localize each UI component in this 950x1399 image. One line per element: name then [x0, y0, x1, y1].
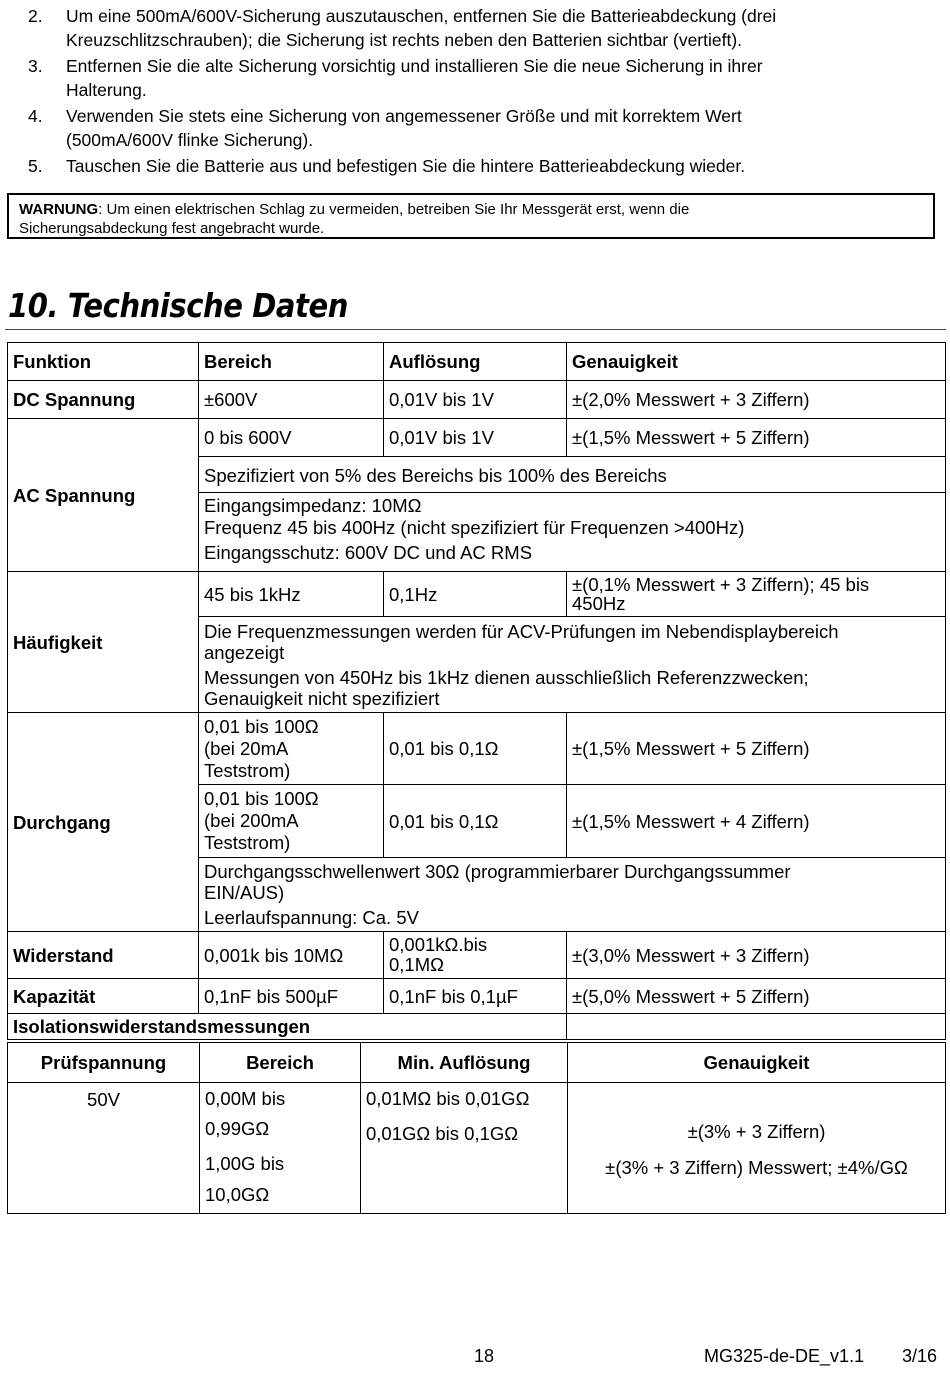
- resolution-cell: 0,01V bis 1V: [384, 381, 567, 419]
- page-number: 18: [474, 1346, 495, 1366]
- function-cell: Durchgang: [8, 713, 199, 932]
- resolution-cell: 0,1Hz: [384, 572, 567, 617]
- range-text: 0,01 bis 100Ω: [204, 788, 319, 809]
- divider: [5, 329, 946, 330]
- function-cell: DC Spannung: [8, 381, 199, 419]
- table-header-row: [8, 343, 946, 381]
- table-row: [8, 1083, 946, 1214]
- insulation-table: [7, 1042, 946, 1214]
- header-cell: Min. Auflösung: [361, 1043, 568, 1083]
- function-cell: Widerstand: [8, 932, 199, 979]
- function-cell: Kapazität: [8, 979, 199, 1014]
- accuracy-cell: [567, 572, 946, 617]
- warning-box: [7, 193, 935, 239]
- note-text: Frequenz 45 bis 400Hz (nicht spezifiziert für Frequenzen >400Hz): [204, 517, 745, 538]
- range-cell: [199, 713, 384, 785]
- warning-text: Sicherungsabdeckung fest angebracht wurde.: [19, 220, 325, 237]
- list-number: 5.: [28, 156, 43, 176]
- list-item: [0, 4, 940, 52]
- note-cell: [199, 617, 946, 713]
- empty-cell: [567, 1014, 946, 1040]
- note-text: Eingangsschutz: 600V DC und AC RMS: [204, 542, 533, 563]
- resolution-text: 0,01MΩ bis 0,01GΩ: [366, 1088, 530, 1109]
- function-cell: AC Spannung: [8, 419, 199, 572]
- list-item: [0, 54, 940, 102]
- note-text: Spezifiziert von 5% des Bereichs bis 100% des Bereichs: [199, 457, 945, 493]
- instruction-list: [0, 4, 940, 180]
- accuracy-cell: ±(5,0% Messwert + 5 Ziffern): [567, 979, 946, 1014]
- header-cell: Genauigkeit: [567, 343, 946, 381]
- function-cell: Häufigkeit: [8, 572, 199, 713]
- resolution-cell: 0,01 bis 0,1Ω: [384, 713, 567, 785]
- accuracy-cell: ±(1,5% Messwert + 5 Ziffern): [567, 713, 946, 785]
- table-row: [8, 932, 946, 979]
- range-text: Teststrom): [204, 832, 291, 853]
- header-cell: Bereich: [200, 1043, 361, 1083]
- range-text: 1,00G bis: [205, 1153, 285, 1174]
- warning-text: : Um einen elektrischen Schlag zu vermeiden, betreiben Sie Ihr Messgerät erst, wenn die: [98, 201, 690, 218]
- accuracy-cell: ±(1,5% Messwert + 4 Ziffern): [567, 785, 946, 858]
- note-text: Eingangsimpedanz: 10MΩ: [204, 495, 422, 516]
- range-cell: 0 bis 600V: [199, 419, 384, 457]
- list-text: Entfernen Sie die alte Sicherung vorsichtig und installieren Sie die neue Sicherung in ihrer: [66, 56, 763, 76]
- accuracy-text: ±(3% + 3 Ziffern): [687, 1121, 826, 1142]
- table-row: [8, 381, 946, 419]
- resolution-cell: 0,1nF bis 0,1µF: [384, 979, 567, 1014]
- note-text: EIN/AUS): [204, 882, 285, 903]
- range-text: 0,00M bis: [205, 1088, 286, 1109]
- range-text: 0,99GΩ: [205, 1118, 270, 1139]
- voltage-cell: 50V: [8, 1083, 200, 1214]
- list-number: 4.: [28, 106, 43, 126]
- section-title: 10. Technische Daten: [8, 286, 348, 325]
- note-text: Leerlaufspannung: Ca. 5V: [204, 907, 419, 928]
- note-cell: [199, 858, 946, 932]
- range-cell: 45 bis 1kHz: [199, 572, 384, 617]
- range-text: Teststrom): [204, 759, 291, 781]
- note-cell: [199, 457, 946, 572]
- header-cell: Auflösung: [384, 343, 567, 381]
- list-text: Kreuzschlitzschrauben); die Sicherung ist rechts neben den Batterien sichtbar (vertieft).: [66, 30, 743, 50]
- list-item: [0, 154, 940, 178]
- range-text: 10,0GΩ: [205, 1184, 270, 1205]
- warning-label: WARNUNG: [19, 201, 99, 218]
- resolution-text: 0,001kΩ.bis: [389, 934, 488, 955]
- range-cell: [200, 1083, 361, 1214]
- resolution-cell: 0,01 bis 0,1Ω: [384, 785, 567, 858]
- accuracy-text: 450Hz: [572, 593, 626, 614]
- document-id: MG325-de-DE_v1.1: [704, 1346, 865, 1366]
- list-number: 3.: [28, 56, 43, 76]
- range-text: (bei 20mA: [204, 737, 289, 759]
- accuracy-cell: ±(2,0% Messwert + 3 Ziffern): [567, 381, 946, 419]
- note-text: Durchgangsschwellenwert 30Ω (programmierbarer Durchgangssummer: [204, 861, 791, 882]
- header-cell: Funktion: [8, 343, 199, 381]
- table-row: [8, 419, 946, 457]
- range-cell: ±600V: [199, 381, 384, 419]
- resolution-text: 0,1MΩ: [389, 954, 444, 975]
- note-text: Messungen von 450Hz bis 1kHz dienen ausschließlich Referenzzwecken;: [204, 666, 809, 688]
- accuracy-cell: [568, 1083, 946, 1214]
- spec-table: [7, 342, 946, 1040]
- header-cell: Genauigkeit: [568, 1043, 946, 1083]
- accuracy-cell: ±(3,0% Messwert + 3 Ziffern): [567, 932, 946, 979]
- list-number: 2.: [28, 6, 43, 26]
- list-text: Um eine 500mA/600V-Sicherung auszutauschen, entfernen Sie die Batterieabdeckung (drei: [66, 6, 777, 26]
- page-count: 3/16: [902, 1346, 938, 1366]
- resolution-cell: 0,01V bis 1V: [384, 419, 567, 457]
- note-text: angezeigt: [204, 641, 285, 663]
- note-text: Genauigkeit nicht spezifiziert: [204, 687, 440, 709]
- list-text: (500mA/600V flinke Sicherung).: [66, 130, 314, 150]
- accuracy-cell: ±(1,5% Messwert + 5 Ziffern): [567, 419, 946, 457]
- range-cell: 0,1nF bis 500µF: [199, 979, 384, 1014]
- accuracy-text: ±(0,1% Messwert + 3 Ziffern); 45 bis: [572, 574, 870, 595]
- range-text: 0,01 bis 100Ω: [204, 715, 319, 737]
- header-cell: Prüfspannung: [8, 1043, 200, 1083]
- list-text: Tauschen Sie die Batterie aus und befestigen Sie die hintere Batterieabdeckung wieder.: [66, 156, 746, 176]
- resolution-cell: [361, 1083, 568, 1214]
- list-text: Verwenden Sie stets eine Sicherung von angemessener Größe und mit korrektem Wert: [66, 106, 742, 126]
- note-text: Die Frequenzmessungen werden für ACV-Prüfungen im Nebendisplaybereich: [204, 620, 839, 642]
- list-text: Halterung.: [66, 80, 147, 100]
- range-cell: 0,001k bis 10MΩ: [199, 932, 384, 979]
- list-item: [0, 104, 940, 152]
- range-text: (bei 200mA: [204, 810, 299, 831]
- table-row: [8, 713, 946, 785]
- accuracy-text: ±(3% + 3 Ziffern) Messwert; ±4%/GΩ: [605, 1157, 908, 1178]
- table-row: [8, 979, 946, 1014]
- range-cell: [199, 785, 384, 858]
- header-cell: Bereich: [199, 343, 384, 381]
- section-row-title: Isolationswiderstandsmessungen: [8, 1014, 567, 1040]
- resolution-text: 0,01GΩ bis 0,1GΩ: [366, 1123, 519, 1144]
- table-row: [8, 1014, 946, 1040]
- table-header-row: [8, 1043, 946, 1083]
- table-row: [8, 572, 946, 617]
- resolution-cell: [384, 932, 567, 979]
